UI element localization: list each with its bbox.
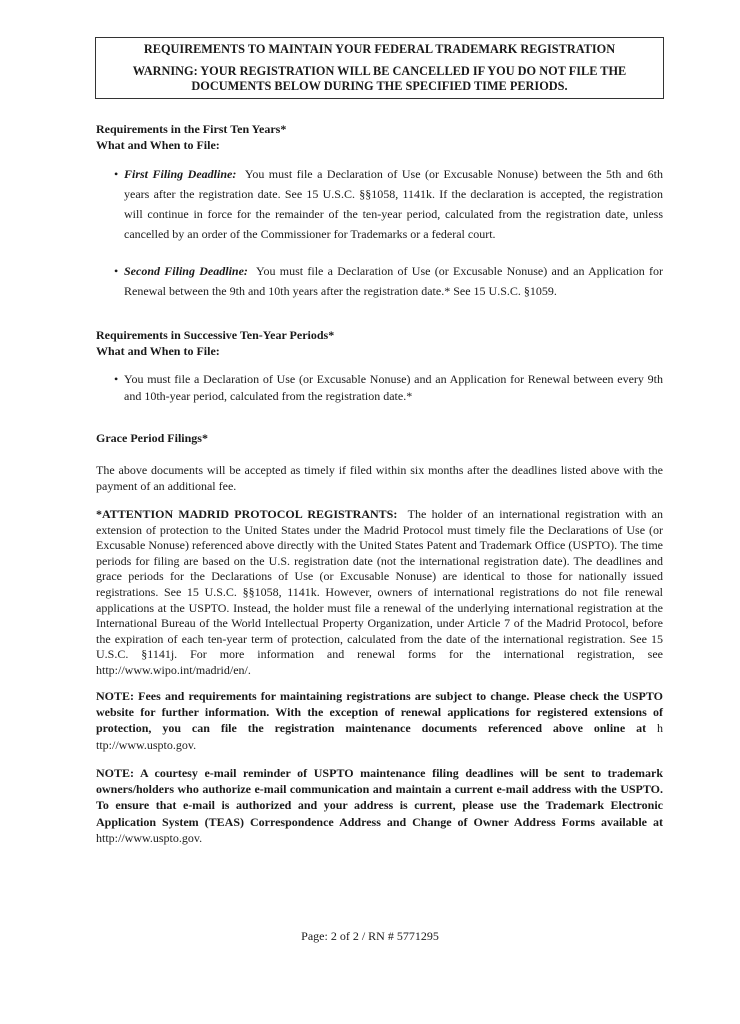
bullet-text: You must file a Declaration of Use (or Excusable Nonuse) between the 5th and 6th years after the registration date. See 15 U.S.C. §§1058, 1141k. If the declaration is accepted, the registration will continue in force for the remainder of the ten-year period, calculated from the registration date, unless cancelled by an order of the Commissioner for Trademarks or a federal court. [124, 167, 663, 241]
first-ten-years-heading [96, 121, 663, 153]
document-title: REQUIREMENTS TO MAINTAIN YOUR FEDERAL TRADEMARK REGISTRATION [143, 42, 616, 56]
successive-periods-heading [96, 327, 663, 359]
note-fees-text: NOTE: Fees and requirements for maintaining registrations are subject to change. Please check the USPTO website for further information. With the exception of renewal applications for registered extensions of protection, you can file the registration maintenance documents referenced above online at [96, 689, 663, 736]
bullet-text: You must file a Declaration of Use (or Excusable Nonuse) and an Application for Renewal between the 9th and 10th years after the registration date.* See 15 U.S.C. §1059. [124, 264, 663, 298]
madrid-protocol-text: The holder of an international registration with an extension of protection to the United States under the Madrid Protocol must timely file the Declarations of Use (or Excusable Nonuse) referenced above directly with the United States Patent and Trademark Office (USPTO). The time periods for filing are based on the U.S. registration date (not the international registration date). The deadlines and grace periods for the Declarations of Use (or Excusable Nonuse) are identical to those for nationally issued registrations. See 15 U.S.C. §§1058, 1141k. However, owners of international registrations do not file renewal applications at the USPTO. Instead, the holder must file a renewal of the underlying international registration at the International Bureau of the World Intellectual Property Organization, under Article 7 of the Madrid Protocol, before the expiration of each ten-year term of protection, calculated from the date of the international registration. See 15 U.S.C. §1141j. For more information and renewal forms for the international registration, see http://www.wipo.int/madrid/en/. [96, 507, 663, 677]
uspto-website-link[interactable]: h ttp://www.uspto.gov. [96, 721, 664, 752]
second-filing-deadline-item [114, 261, 663, 301]
madrid-attention-label: *ATTENTION MADRID PROTOCOL REGISTRANTS: [96, 507, 398, 521]
warning-header-box [95, 37, 664, 99]
successive-renewal-item [114, 371, 663, 405]
section-subheading: What and When to File: [96, 138, 220, 153]
first-filing-deadline-item [114, 164, 663, 244]
warning-text: WARNING: YOUR REGISTRATION WILL BE CANCELLED IF YOU DO NOT FILE THE DOCUMENTS BELOW DURING THE SPECIFIED TIME PERIODS. [132, 64, 627, 93]
page-footer: Page: 2 of 2 / RN # 5771295 [301, 929, 439, 943]
uspto-website-link[interactable]: http://www.uspto.gov. [96, 830, 203, 845]
section-heading: Requirements in Successive Ten-Year Periods* [96, 328, 335, 342]
note-email-paragraph [96, 765, 663, 846]
section-heading: Requirements in the First Ten Years* [96, 122, 287, 136]
bullet-label: Second Filing Deadline: [124, 264, 248, 278]
note-email-text: NOTE: A courtesy e-mail reminder of USPTO maintenance filing deadlines will be sent to trademark owners/holders who authorize e-mail communication and maintain a current e-mail address with the USPTO. To ensure that e-mail is authorized and your address is current, please use the Trademark Electronic Application System (TEAS) Correspondence Address and Change of Owner Address Forms available at [96, 766, 663, 829]
grace-period-text: The above documents will be accepted as timely if filed within six months after the deadlines listed above with the payment of an additional fee. [96, 463, 663, 494]
bullet-icon: • [114, 372, 119, 386]
madrid-protocol-paragraph [96, 507, 663, 679]
bullet-text: You must file a Declaration of Use (or Excusable Nonuse) and an Application for Renewal between every 9th and 10th-year period, calculated from the registration date.* [124, 372, 663, 403]
section-subheading: What and When to File: [96, 344, 220, 359]
bullet-icon: • [114, 167, 119, 181]
grace-period-heading: Grace Period Filings* [96, 431, 208, 445]
note-fees-paragraph [96, 688, 663, 753]
bullet-icon: • [114, 264, 119, 278]
bullet-label: First Filing Deadline: [124, 167, 237, 181]
